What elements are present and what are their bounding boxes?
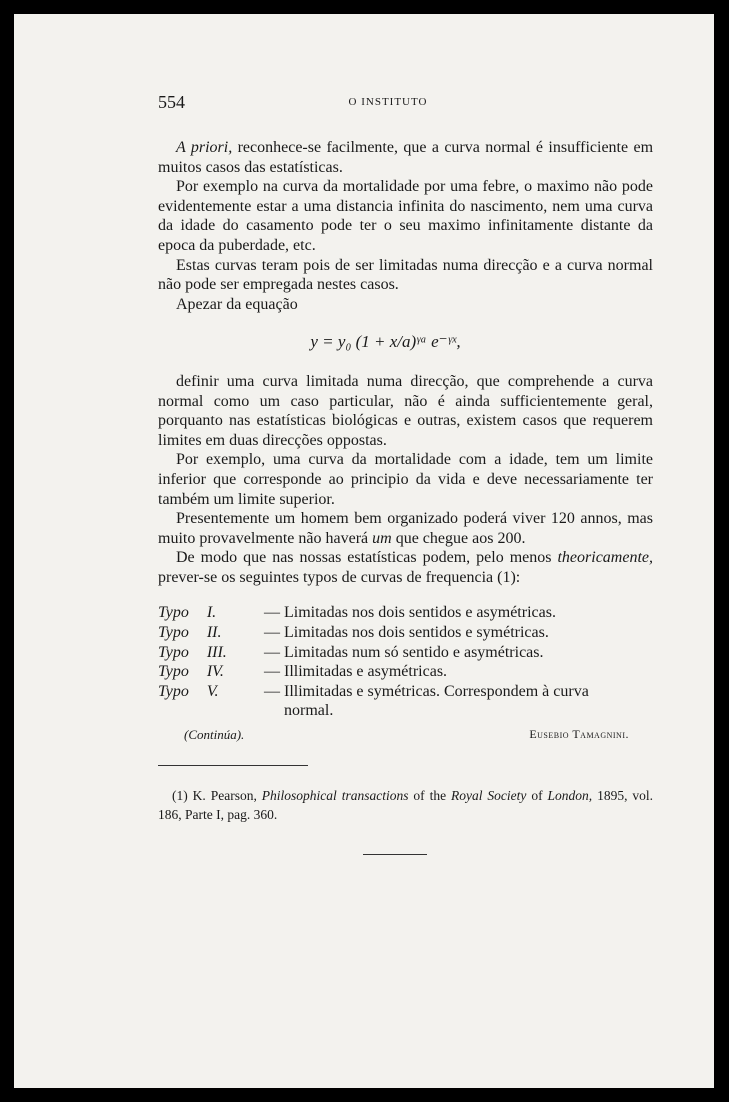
footnote-text: of [526, 788, 548, 804]
footnote-italic: Philosophical transactions [261, 788, 409, 804]
type-numeral: II. [206, 624, 222, 642]
signature-row [158, 723, 653, 745]
italic-text: A priori, [176, 139, 233, 156]
list-item [158, 623, 653, 643]
footnote [158, 786, 653, 824]
italic-text: um [372, 529, 392, 547]
type-numeral: I. [206, 604, 217, 622]
page-header [158, 92, 653, 114]
paragraph-text: prever-se os seguintes typos de curvas de frequencia (1): [158, 568, 521, 586]
paragraph-text: que chegue aos 200. [391, 529, 526, 547]
type-description: — Limitadas nos dois sentidos e asymétricas. [264, 604, 556, 622]
list-item [158, 662, 653, 682]
paragraph [158, 548, 653, 587]
type-description: — Illimitadas e asymétricas. [264, 663, 448, 681]
type-word: Typo [158, 624, 189, 642]
paragraph-text: reconhece-se facilmente, que a curva normal é insufficiente em muitos casos das estatísticas. [158, 139, 654, 176]
paragraph-text: Presentemente um homem bem organizado poderá viver 120 annos, mas muito provavelmente não haverá [158, 510, 653, 547]
type-description: — Limitadas nos dois sentidos e symétricas. [264, 624, 549, 642]
footnote-italic: London, [547, 788, 593, 804]
curve-type-list [158, 603, 653, 721]
paragraph: Por exemplo na curva da mortalidade por uma febre, o maximo não pode evidentemente estar a uma distancia infinita do nascimento, nem uma curva da idade do casamento pode ter o seu maximo infinitamente distante da epoca da puberdade, etc. [158, 178, 653, 254]
page-number: 554 [158, 92, 185, 112]
footnote-text: of the [408, 788, 451, 804]
paragraph-text: De modo que nas nossas estatísticas podem, pelo menos [176, 549, 558, 567]
author-signature: Eusebio Tamagnini. [529, 727, 629, 742]
equation: y = y₀ (1 + x/a)ᵞᵃ e⁻ᵞˣ, [310, 332, 461, 352]
type-word: Typo [158, 663, 189, 681]
footnote-text: 1895, vol. 186, Parte I, pag. 360. [158, 788, 654, 823]
footnote-text: (1) K. Pearson, [172, 788, 262, 804]
type-numeral: IV. [206, 663, 224, 681]
footnote-italic: Royal Society [451, 788, 527, 804]
type-numeral: III. [206, 643, 227, 661]
list-item [158, 603, 653, 623]
continua-note: (Continúa). [184, 727, 245, 743]
footnote-divider [158, 765, 308, 766]
type-word: Typo [158, 643, 189, 661]
paragraph: Apezar da equação [176, 295, 298, 313]
end-divider [363, 854, 427, 855]
paragraph [158, 138, 653, 177]
type-continuation: normal. [284, 702, 334, 720]
list-item [158, 643, 653, 663]
list-item [158, 682, 653, 702]
paragraph: definir uma curva limitada numa direcção, que comprehende a curva normal como um caso particular, não é ainda sufficientemente geral, porquanto nas estatísticas biológicas e outras, existem casos que requerem limites em duas direcções oppostas. [158, 372, 653, 449]
type-word: Typo [158, 604, 189, 622]
paragraph: Estas curvas teram pois de ser limitadas numa direcção e a curva normal não pode ser empregada nestes casos. [158, 256, 653, 294]
page [14, 14, 714, 1088]
body-text [158, 138, 653, 855]
italic-text: theoricamente, [557, 549, 653, 567]
type-description: — Limitadas num só sentido e asymétricas. [264, 643, 544, 661]
type-description: — Illimitadas e symétricas. Correspondem à curva [264, 682, 589, 700]
paragraph: Por exemplo, uma curva da mortalidade com a idade, tem um limite inferior que corresponde ao principio da vida e deve necessariamente ter também um limite superior. [158, 451, 653, 508]
type-word: Typo [158, 682, 189, 700]
running-title: O INSTITUTO [348, 96, 428, 108]
type-numeral: V. [206, 682, 219, 700]
paragraph [158, 509, 653, 548]
